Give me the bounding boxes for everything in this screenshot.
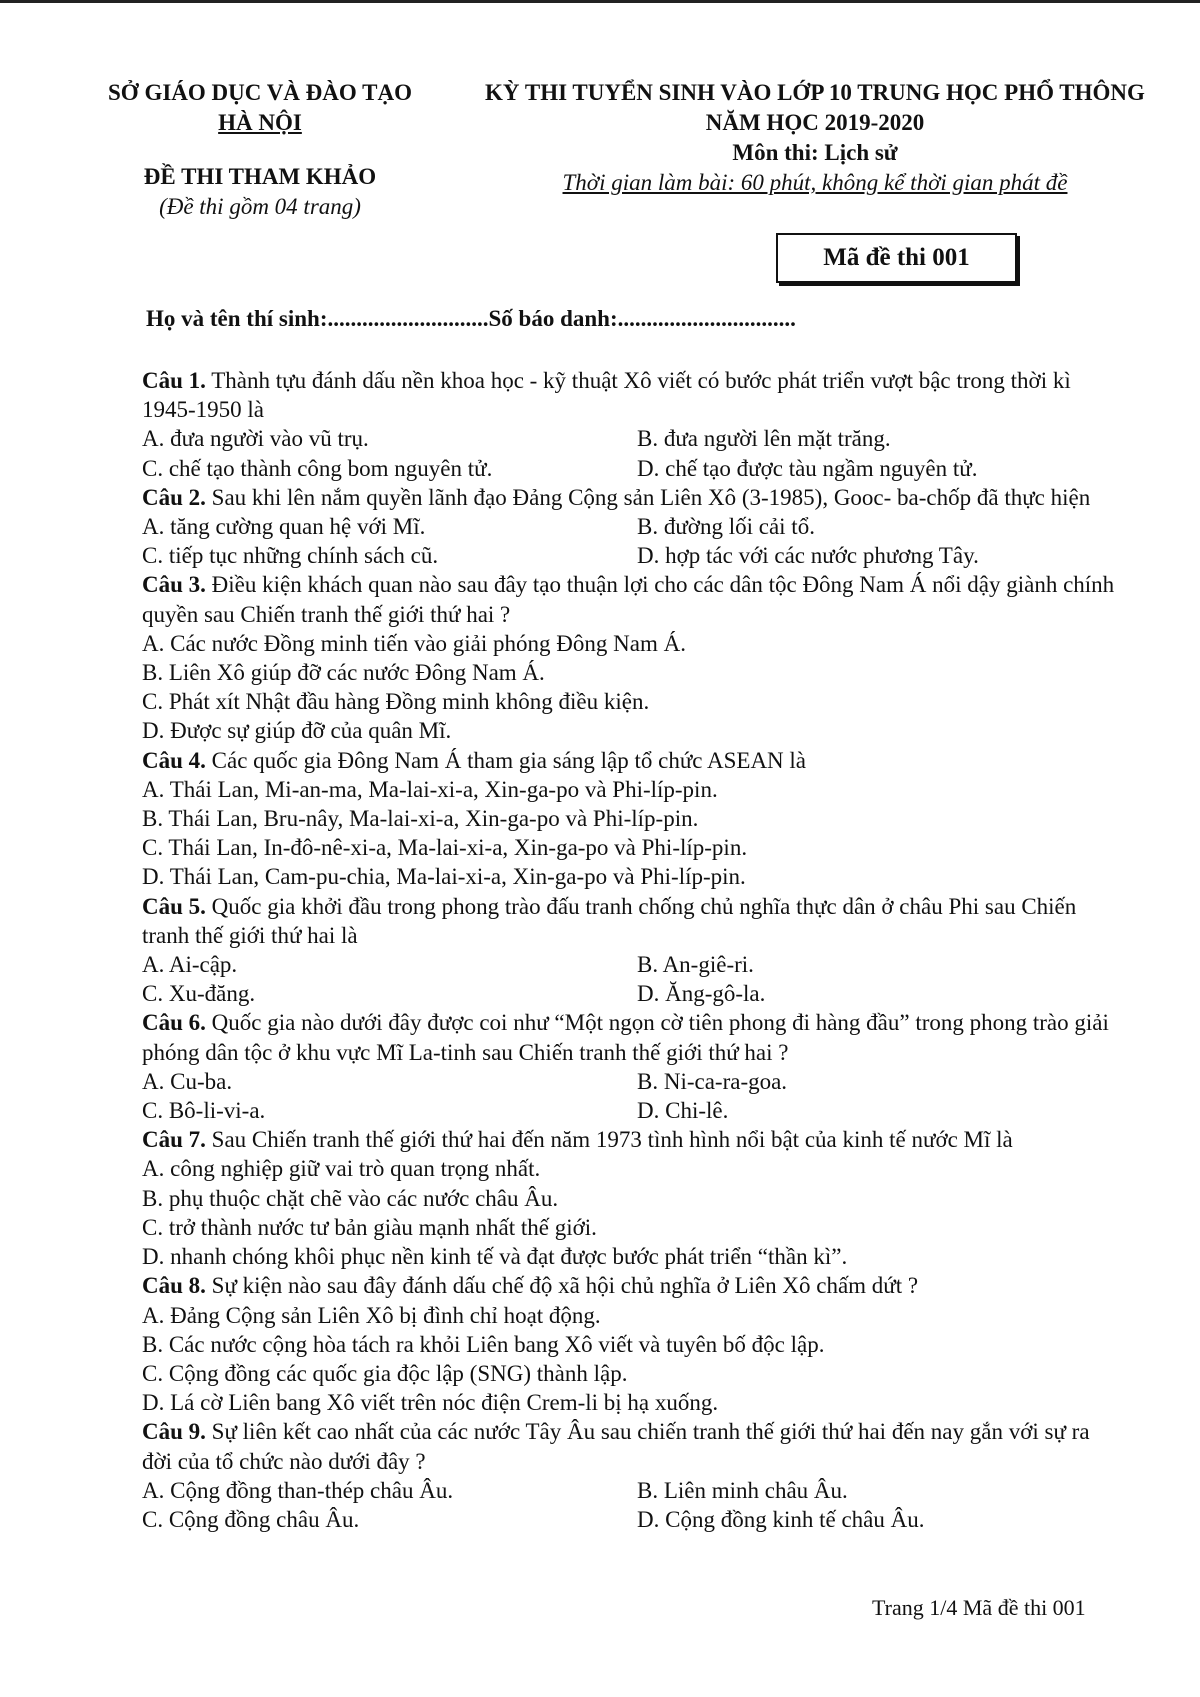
answer-option-c: C. chế tạo thành công bom nguyên tử.	[142, 455, 493, 481]
question	[142, 1417, 1122, 1534]
question	[142, 892, 1122, 1009]
exam-code: Mã đề thi 001	[823, 244, 970, 271]
question-text: Sự liên kết cao nhất của các nước Tây Âu sau chiến tranh thế giới thứ hai đến nay gắn với sự ra đời của tổ chức nào dưới đây ?	[142, 1419, 1090, 1474]
header-exam-block	[450, 78, 1180, 198]
question-number: Câu 4.	[142, 747, 206, 773]
answer-options	[142, 950, 1122, 1008]
department-city: HÀ NỘI	[218, 110, 302, 135]
candidate-name-field: Họ và tên thí sinh:............................	[146, 306, 489, 331]
question-stem	[142, 570, 1122, 628]
answer-option-c: C. trở thành nước tư bản giàu mạnh nhất thế giới.	[142, 1214, 597, 1240]
question-text: Sau Chiến tranh thế giới thứ hai đến năm 1973 tình hình nổi bật của kinh tế nước Mĩ là	[205, 1127, 1013, 1153]
exam-code-box	[776, 233, 1017, 283]
question-text: Sự kiện nào sau đây đánh dấu chế độ xã hội chủ nghĩa ở Liên Xô chấm dứt ?	[205, 1273, 919, 1299]
answer-option-c: C. Bô-li-vi-a.	[142, 1098, 266, 1124]
answer-option-d: D. Chi-lê.	[637, 1098, 729, 1124]
question-number: Câu 6.	[142, 1010, 206, 1036]
question-number: Câu 2.	[142, 484, 206, 510]
answer-option-b: B. đưa người lên mặt trăng.	[637, 426, 891, 452]
department-name: SỞ GIÁO DỤC VÀ ĐÀO TẠO	[108, 80, 412, 105]
question-stem	[142, 1125, 1122, 1154]
answer-options	[142, 424, 1122, 482]
question	[142, 483, 1122, 571]
top-border-line	[0, 0, 1200, 3]
question	[142, 1271, 1122, 1417]
answer-option-d: D. Cộng đồng kinh tế châu Âu.	[637, 1506, 925, 1532]
question-text: Thành tựu đánh dấu nền khoa học - kỹ thuật Xô viết có bước phát triển vượt bậc trong thời kì 1945-1950 là	[142, 368, 1071, 423]
question-text: Các quốc gia Đông Nam Á tham gia sáng lập tổ chức ASEAN là	[205, 747, 807, 773]
question-number: Câu 7.	[142, 1127, 206, 1153]
answer-option-b: B. An-giê-ri.	[637, 952, 754, 978]
exam-title: KỲ THI TUYỂN SINH VÀO LỚP 10 TRUNG HỌC PHỔ THÔNG	[485, 80, 1145, 105]
answer-option-c: C. Thái Lan, In-đô-nê-xi-a, Ma-lai-xi-a, Xin-ga-po và Phi-líp-pin.	[142, 835, 748, 861]
question-stem	[142, 1008, 1122, 1066]
question-list	[142, 366, 1122, 1534]
question	[142, 746, 1122, 892]
answer-option-d: D. hợp tác với các nước phương Tây.	[637, 543, 979, 569]
question	[142, 570, 1122, 745]
answer-option-b: B. Các nước cộng hòa tách ra khỏi Liên bang Xô viết và tuyên bố độc lập.	[142, 1331, 825, 1357]
school-year: NĂM HỌC 2019-2020	[705, 110, 925, 135]
candidate-info-line	[146, 306, 796, 332]
answer-option-c: C. Xu-đăng.	[142, 981, 256, 1007]
subject: Môn thi: Lịch sử	[732, 140, 898, 165]
answer-option-a: A. Ai-cập.	[142, 952, 238, 978]
answer-option-d: D. Thái Lan, Cam-pu-chia, Ma-lai-xi-a, Xin-ga-po và Phi-líp-pin.	[142, 864, 746, 890]
exam-type: ĐỀ THI THAM KHẢO	[143, 164, 377, 189]
duration: Thời gian làm bài: 60 phút, không kể thời gian phát đề	[562, 170, 1068, 195]
answer-option-a: A. đưa người vào vũ trụ.	[142, 426, 369, 452]
candidate-id-field: Số báo danh:...............................	[488, 306, 796, 331]
question-number: Câu 8.	[142, 1273, 206, 1299]
answer-options	[142, 1476, 1122, 1534]
question	[142, 1125, 1122, 1271]
answer-option-c: C. Cộng đồng châu Âu.	[142, 1506, 360, 1532]
question-number: Câu 5.	[142, 893, 206, 919]
question-text: Điều kiện khách quan nào sau đây tạo thuận lợi cho các dân tộc Đông Nam Á nổi dậy giành chính quyền sau Chiến tranh thế giới thứ hai ?	[142, 572, 1115, 627]
answer-option-b: B. Liên minh châu Âu.	[637, 1477, 848, 1503]
question-text: Quốc gia khởi đầu trong phong trào đấu tranh chống chủ nghĩa thực dân ở châu Phi sau Chiến tranh thế giới thứ hai là	[142, 893, 1077, 948]
answer-option-b: B. đường lối cải tổ.	[637, 514, 815, 540]
answer-option-a: A. Cộng đồng than-thép châu Âu.	[142, 1477, 454, 1503]
answer-option-c: C. Phát xít Nhật đầu hàng Đồng minh không điều kiện.	[142, 689, 650, 715]
answer-option-c: C. tiếp tục những chính sách cũ.	[142, 543, 439, 569]
answer-option-d: D. Ăng-gô-la.	[637, 981, 766, 1007]
answer-options	[142, 512, 1122, 570]
answer-option-a: A. công nghiệp giữ vai trò quan trọng nhất.	[142, 1156, 541, 1182]
question	[142, 366, 1122, 483]
answer-option-b: B. Thái Lan, Bru-nây, Ma-lai-xi-a, Xin-ga-po và Phi-líp-pin.	[142, 806, 699, 832]
answer-option-b: B. Ni-ca-ra-goa.	[637, 1068, 788, 1094]
question-stem	[142, 892, 1122, 950]
question-number: Câu 9.	[142, 1419, 206, 1445]
question-stem	[142, 483, 1122, 512]
question	[142, 1008, 1122, 1125]
question-number: Câu 1.	[142, 368, 206, 393]
answer-option-d: D. nhanh chóng khôi phục nền kinh tế và đạt được bước phát triển “thần kì”.	[142, 1244, 848, 1270]
question-stem	[142, 1417, 1122, 1475]
question-text: Sau khi lên nắm quyền lãnh đạo Đảng Cộng sản Liên Xô (3-1985), Gooc- ba-chốp đã thực hiện	[205, 484, 1091, 510]
answer-option-a: A. Đảng Cộng sản Liên Xô bị đình chỉ hoạt động.	[142, 1302, 601, 1328]
answer-option-d: D. Lá cờ Liên bang Xô viết trên nóc điện Crem-li bị hạ xuống.	[142, 1390, 719, 1416]
question-stem	[142, 1271, 1122, 1300]
question-number: Câu 3.	[142, 572, 206, 598]
question-text: Quốc gia nào dưới đây được coi như “Một ngọn cờ tiên phong đi hàng đầu” trong phong trào giải phóng dân tộc ở khu vực Mĩ La-tinh sau Chiến tranh thế giới thứ hai ?	[142, 1010, 1109, 1065]
page-footer: Trang 1/4 Mã đề thi 001	[872, 1595, 1086, 1620]
answer-option-d: D. chế tạo được tàu ngầm nguyên tử.	[637, 455, 978, 481]
answer-option-b: B. phụ thuộc chặt chẽ vào các nước châu Âu.	[142, 1185, 559, 1211]
question-stem	[142, 366, 1122, 424]
answer-option-d: D. Được sự giúp đỡ của quân Mĩ.	[142, 718, 452, 744]
header-department-block	[80, 78, 440, 222]
answer-option-a: A. Thái Lan, Mi-an-ma, Ma-lai-xi-a, Xin-ga-po và Phi-líp-pin.	[142, 776, 718, 802]
page-count-note: (Đề thi gồm 04 trang)	[159, 194, 361, 219]
answer-option-a: A. Cu-ba.	[142, 1068, 233, 1094]
answer-option-c: C. Cộng đồng các quốc gia độc lập (SNG) thành lập.	[142, 1360, 628, 1386]
question-stem	[142, 746, 1122, 775]
answer-option-b: B. Liên Xô giúp đỡ các nước Đông Nam Á.	[142, 660, 545, 686]
answer-option-a: A. tăng cường quan hệ với Mĩ.	[142, 514, 426, 540]
answer-options	[142, 1067, 1122, 1125]
answer-option-a: A. Các nước Đồng minh tiến vào giải phóng Đông Nam Á.	[142, 630, 686, 656]
